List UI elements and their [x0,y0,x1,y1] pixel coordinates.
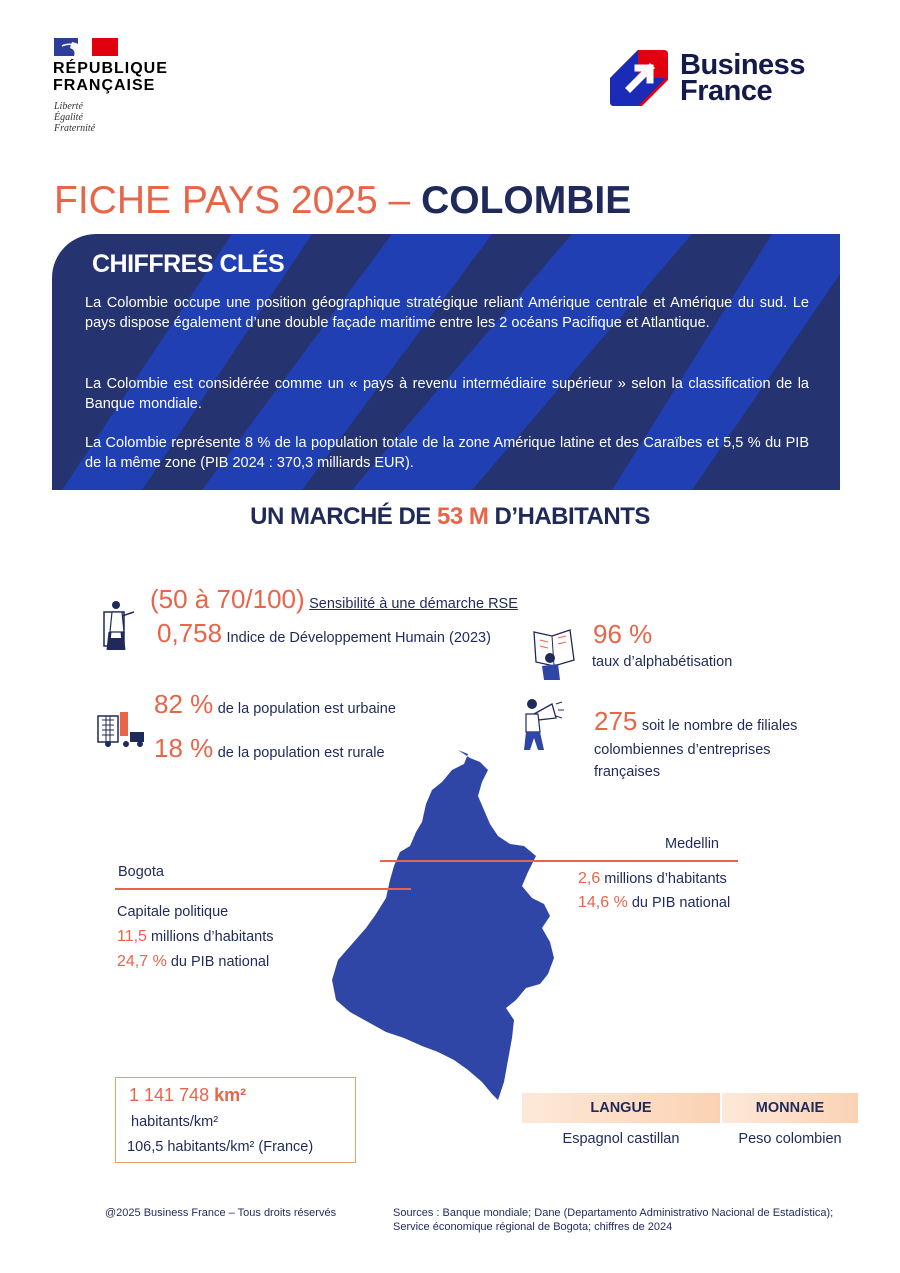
page-title: FICHE PAYS 2025 – COLOMBIE [54,179,632,222]
megaphone-person-icon [518,696,564,750]
key-figures-panel [52,234,840,490]
rse-stat: (50 à 70/100) Sensibilité à une démarche RSE [150,584,518,614]
area-value: 1 141 748 km² [129,1085,247,1105]
subsidiaries-label: colombiennes d’entreprises [594,742,771,758]
presenter-icon [100,598,140,654]
bogota-role: Capitale politique [117,904,229,920]
currency-value: Peso colombien [738,1131,842,1147]
currency-header: MONNAIE [755,1100,825,1116]
medellin-population: 2,6 millions d’habitants [578,870,727,887]
language-value: Espagnol castillan [562,1131,680,1147]
subsidiaries-label: françaises [594,764,661,780]
literacy-label: taux d’alphabétisation [592,654,733,670]
density-label: habitants/km² [131,1114,219,1130]
marianne-flag-icon [54,38,118,56]
subsidiaries-stat: 275 soit le nombre de filiales [594,706,798,736]
republic-motto: Liberté Égalité Fraternité [54,101,96,134]
medellin-pointer-line [380,860,738,862]
market-heading: UN MARCHÉ DE 53 M D’HABITANTS [250,503,650,530]
language-header: LANGUE [590,1100,652,1116]
urban-stat: 82 % de la population est urbaine [154,689,396,719]
key-paragraph: La Colombie représente 8 % de la population totale de la zone Amérique latine et des Caraïbes et 5,5 % du PIB de la même zone (PIB 2024 : 370,3 milliards EUR). [85,435,809,471]
sources-line: Service économique régional de Bogota; chiffres de 2024 [393,1221,673,1233]
colombia-map [330,748,580,1100]
literacy-value: 96 % [593,619,653,649]
key-figures-heading: CHIFFRES CLÉS [92,250,285,278]
sources-line: Sources : Banque mondiale; Dane (Departamento Administrativo Nacional de Estadística); [393,1207,834,1219]
reader-icon [530,626,576,680]
republique-francaise: RÉPUBLIQUE FRANÇAISE [53,60,168,94]
copyright: @2025 Business France – Tous droits réservés [105,1207,337,1219]
key-paragraph: La Colombie est considérée comme un « pays à revenu intermédiaire supérieur » selon la classification de la Banque mondiale. [85,376,809,412]
rural-stat: 18 % de la population est rurale [154,733,385,763]
business-france-wordmark: Business France [680,49,805,107]
bogota-gdp: 24,7 % du PIB national [117,953,270,970]
france-density: 106,5 habitants/km² (France) [127,1139,314,1155]
bogota-pointer-line [115,888,411,890]
bogota-name: Bogota [118,864,164,880]
medellin-gdp: 14,6 % du PIB national [578,894,731,911]
business-france-logo-icon [608,48,670,108]
medellin-name: Medellin [665,836,719,852]
bogota-population: 11,5 millions d’habitants [117,928,274,945]
key-paragraph: La Colombie occupe une position géographique stratégique reliant Amérique centrale et Amérique du sud. Le pays dispose également d’une double façade maritime entre les 2 océans Pacifique et Atlantique. [85,295,809,331]
city-icon [96,710,148,748]
idh-stat: 0,758 Indice de Développement Humain (2023) [157,618,491,648]
